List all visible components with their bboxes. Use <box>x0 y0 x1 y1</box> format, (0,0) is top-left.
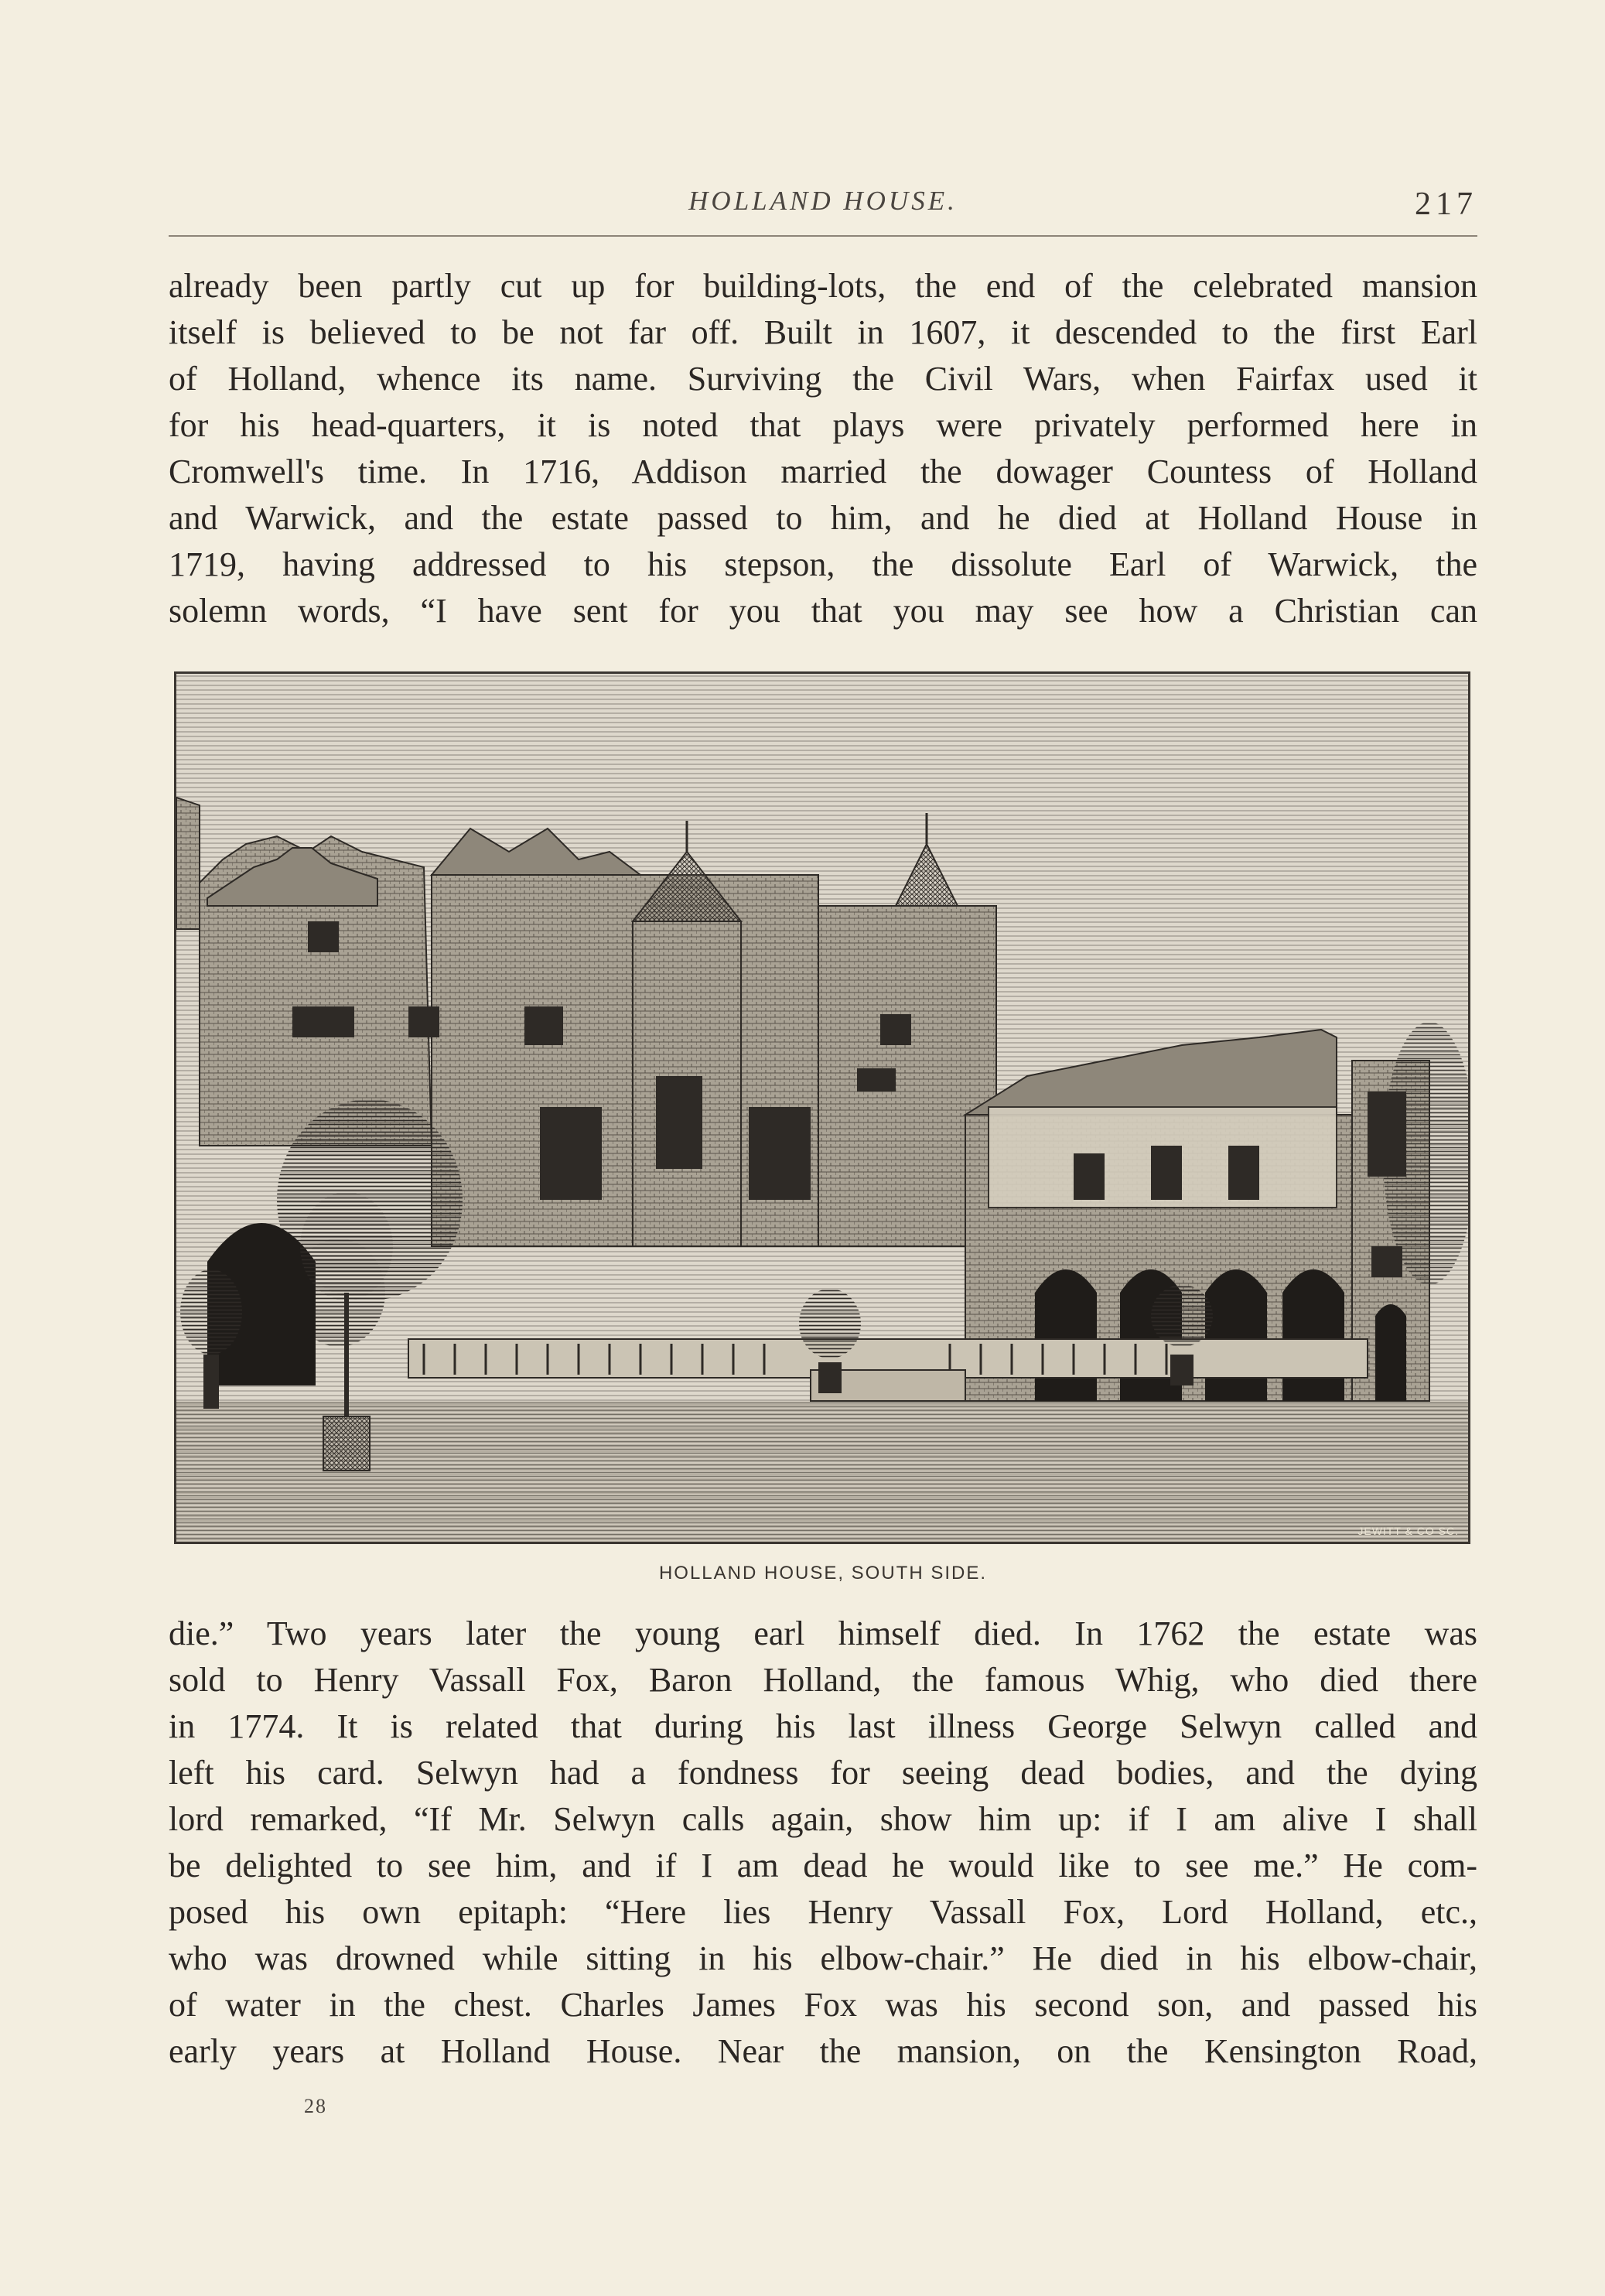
header-rule <box>169 235 1477 237</box>
text-line: Cromwell's time. In 1716, Addison married the dowager Countess of Holland <box>169 453 1477 490</box>
paragraph-bottom <box>169 1611 1477 2075</box>
text-line: lord remarked, “If Mr. Selwyn calls again, show him up: if I am alive I shall <box>169 1800 1477 1838</box>
text-line: who was drowned while sitting in his elbow-chair.” He died in his elbow-chair, <box>169 1939 1477 1977</box>
text-line: left his card. Selwyn had a fondness for seeing dead bodies, and the dying <box>169 1754 1477 1792</box>
text-line: already been partly cut up for building-lots, the end of the celebrated mansion <box>169 267 1477 305</box>
text-line: be delighted to see him, and if I am dead he would like to see me.” He com- <box>169 1847 1477 1884</box>
text-line: for his head-quarters, it is noted that plays were privately performed here in <box>169 406 1477 444</box>
text-line: 1719, having addressed to his stepson, the dissolute Earl of Warwick, the <box>169 545 1477 583</box>
running-head: HOLLAND HOUSE. <box>688 186 958 216</box>
text-line: and Warwick, and the estate passed to him, and he died at Holland House in <box>169 499 1477 537</box>
page-number: 217 <box>1415 186 1477 222</box>
text-line: of Holland, whence its name. Surviving the Civil Wars, when Fairfax used it <box>169 360 1477 398</box>
page-header <box>169 186 1477 232</box>
text-line: posed his own epitaph: “Here lies Henry Vassall Fox, Lord Holland, etc., <box>169 1893 1477 1931</box>
paragraph-top <box>169 263 1477 634</box>
text-line: in 1774. It is related that during his last illness George Selwyn called and <box>169 1707 1477 1745</box>
text-line: of water in the chest. Charles James Fox was his second son, and passed his <box>169 1986 1477 2024</box>
engraving-illustration <box>176 674 1468 1542</box>
text-line: die.” Two years later the young earl himself died. In 1762 the estate was <box>169 1614 1477 1652</box>
text-line: solemn words, “I have sent for you that you may see how a Christian can <box>169 592 1477 630</box>
text-line: itself is believed to be not far off. Built in 1607, it descended to the first Earl <box>169 313 1477 351</box>
signature-mark: 28 <box>304 2095 327 2117</box>
text-line: early years at Holland House. Near the mansion, on the Kensington Road, <box>169 2032 1477 2070</box>
figure-caption: HOLLAND HOUSE, SOUTH SIDE. <box>658 1563 988 1584</box>
engraving-holland-house <box>174 671 1470 1544</box>
engraver-signature: JEWITT & CO SC. <box>1357 1525 1459 1537</box>
text-line: sold to Henry Vassall Fox, Baron Holland, the famous Whig, who died there <box>169 1661 1477 1699</box>
